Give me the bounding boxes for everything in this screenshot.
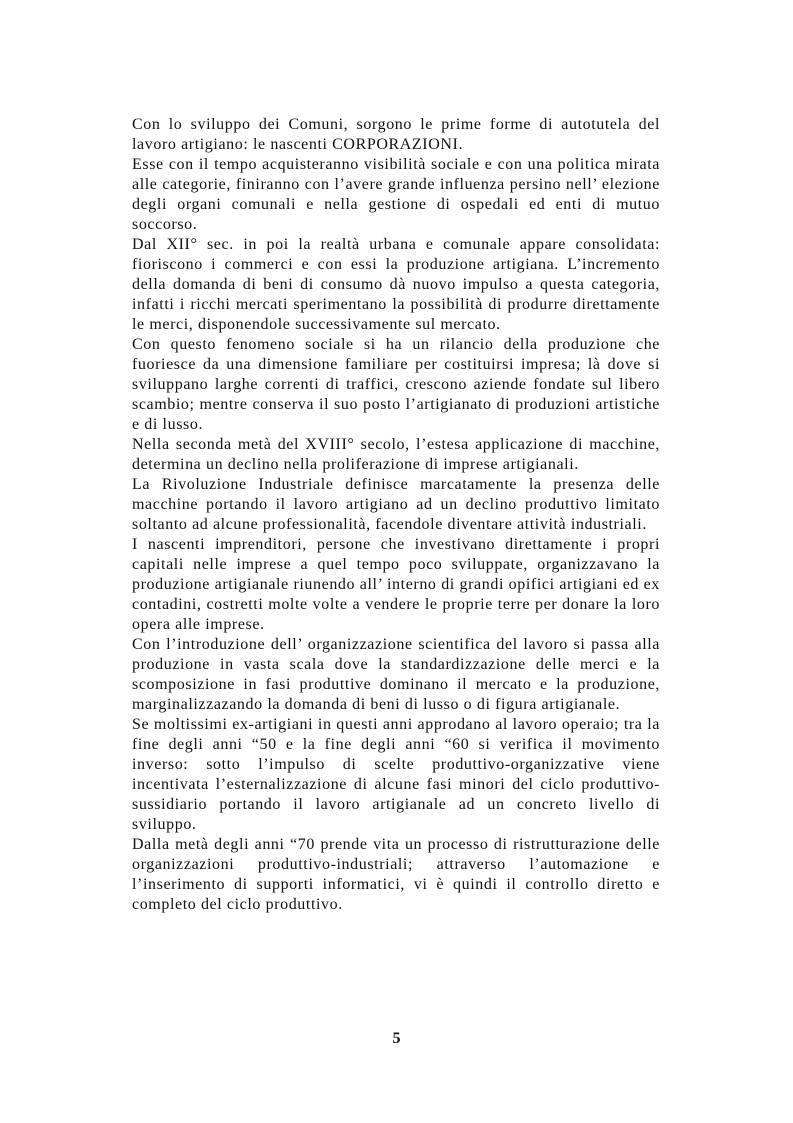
paragraph-6: La Rivoluzione Industriale definisce marcatamente la presenza delle macchine portando il lavoro artigiano ad un declino produttivo limitato soltanto ad alcune professionalità, facendole diventare attività industriali. xyxy=(132,476,660,533)
paragraph-9: Se moltissimi ex-artigiani in questi anni approdano al lavoro operaio; tra la fine degli anni “50 e la fine degli anni “60 si verifica il movimento inverso: sotto l’impulso di scelte produttivo-organizzative viene incentivata l’esternalizzazione di alcune fasi minori del ciclo produttivo-sussidiario portando il lavoro artigianale ad un concreto livello di sviluppo. xyxy=(132,716,660,833)
paragraph-8: Con l’introduzione dell’ organizzazione scientifica del lavoro si passa alla produzione in vasta scala dove la standardizzazione delle merci e la scomposizione in fasi produttive dominano il mercato e la produzione, marginalizzazando la domanda di beni di lusso o di figura artigianale. xyxy=(132,636,660,713)
page-number: 5 xyxy=(392,1030,401,1047)
paragraph-3: Dal XII° sec. in poi la realtà urbana e comunale appare consolidata: fioriscono i commerci e con essi la produzione artigiana. L’incremento della domanda di beni di consumo dà nuovo impulso a questa categoria, infatti i ricchi mercati sperimentano la possibilità di produrre direttamente le merci, disponendole successivamente sul mercato. xyxy=(132,236,660,333)
paragraph-4: Con questo fenomeno sociale si ha un rilancio della produzione che fuoriesce da una dimensione familiare per costituirsi impresa; là dove si sviluppano larghe correnti di traffici, crescono aziende fondate sul libero scambio; mentre conserva il suo posto l’artigianato di produzioni artistiche e di lusso. xyxy=(132,336,660,433)
paragraph-7: I nascenti imprenditori, persone che investivano direttamente i propri capitali nelle imprese a quel tempo poco sviluppate, organizzavano la produzione artigianale riunendo all’ interno di grandi opifici artigiani ed ex contadini, costretti molte volte a vendere le proprie terre per donare la loro opera alle imprese. xyxy=(132,536,660,633)
paragraph-1: Con lo sviluppo dei Comuni, sorgono le prime forme di autotutela del lavoro artigiano: le nascenti CORPORAZIONI. xyxy=(132,116,660,153)
paragraph-2: Esse con il tempo acquisteranno visibilità sociale e con una politica mirata alle categorie, finiranno con l’avere grande influenza persino nell’ elezione degli organi comunali e nella gestione di ospedali ed enti di mutuo soccorso. xyxy=(132,156,660,233)
paragraph-5: Nella seconda metà del XVIII° secolo, l’estesa applicazione di macchine, determina un declino nella proliferazione di imprese artigianali. xyxy=(132,436,660,473)
paragraph-10: Dalla metà degli anni “70 prende vita un processo di ristrutturazione delle organizzazioni produttivo-industriali; attraverso l’automazione e l’inserimento di supporti informatici, vi è quindi il controllo diretto e completo del ciclo produttivo. xyxy=(132,836,660,913)
body-text xyxy=(132,115,660,915)
